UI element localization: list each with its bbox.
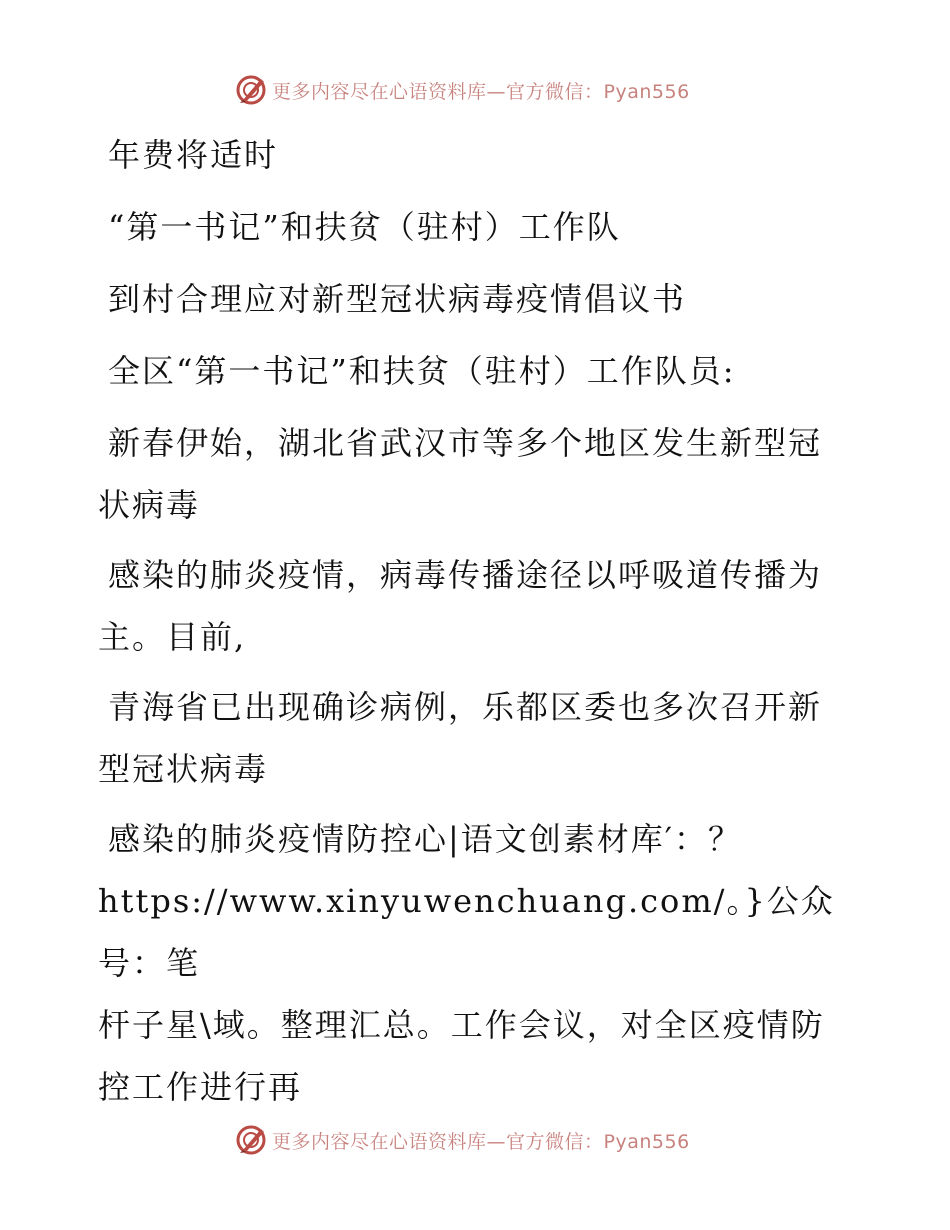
paragraph-line: 年费将适时: [108, 136, 279, 174]
paragraph-line: 青海省已出现确诊病例，乐都区委也多次召开新: [108, 688, 823, 726]
footer-watermark: [234, 1122, 690, 1158]
paragraph-line: 状病毒: [98, 486, 201, 524]
paragraph-4: [98, 340, 858, 402]
paragraph-3: [98, 268, 858, 330]
paragraph-6: [98, 544, 858, 668]
paragraph-line: 新春伊始，湖北省武汉市等多个地区发生新型冠: [108, 424, 823, 462]
paragraph-line: https://www.xinyuwenchuang.com/。}公众号：笔: [98, 882, 835, 982]
paragraph-line: “第一书记”和扶贫（驻村）工作队: [108, 208, 621, 246]
paragraph-line: 控工作进行再: [98, 1068, 303, 1106]
paragraph-1: [98, 124, 858, 186]
paragraph-line: 杆子星\域。整理汇总。工作会议，对全区疫情防: [98, 1006, 825, 1044]
paragraph-line: 到村合理应对新型冠状病毒疫情倡议书: [108, 280, 687, 318]
pen-logo-icon: [234, 73, 268, 107]
paragraph-line: 感染的肺炎疫情防控心|语文创素材库′：？: [108, 820, 743, 858]
header-watermark: [234, 72, 690, 108]
paragraph-line: 主。目前,: [98, 618, 247, 656]
paragraph-5: [98, 412, 858, 536]
paragraph-line: 全区“第一书记”和扶贫（驻村）工作队员:: [108, 352, 736, 390]
document-body: [98, 124, 858, 1126]
paragraph-2: [98, 196, 858, 258]
paragraph-8: [98, 808, 858, 1118]
watermark-text: 更多内容尽在心语资料库—官方微信：Pyan556: [272, 1130, 690, 1153]
paragraph-line: 感染的肺炎疫情，病毒传播途径以呼吸道传播为: [108, 556, 823, 594]
paragraph-line: 型冠状病毒: [98, 750, 269, 788]
watermark-text: 更多内容尽在心语资料库—官方微信：Pyan556: [272, 80, 690, 103]
pen-logo-icon: [234, 1123, 268, 1157]
paragraph-7: [98, 676, 858, 800]
